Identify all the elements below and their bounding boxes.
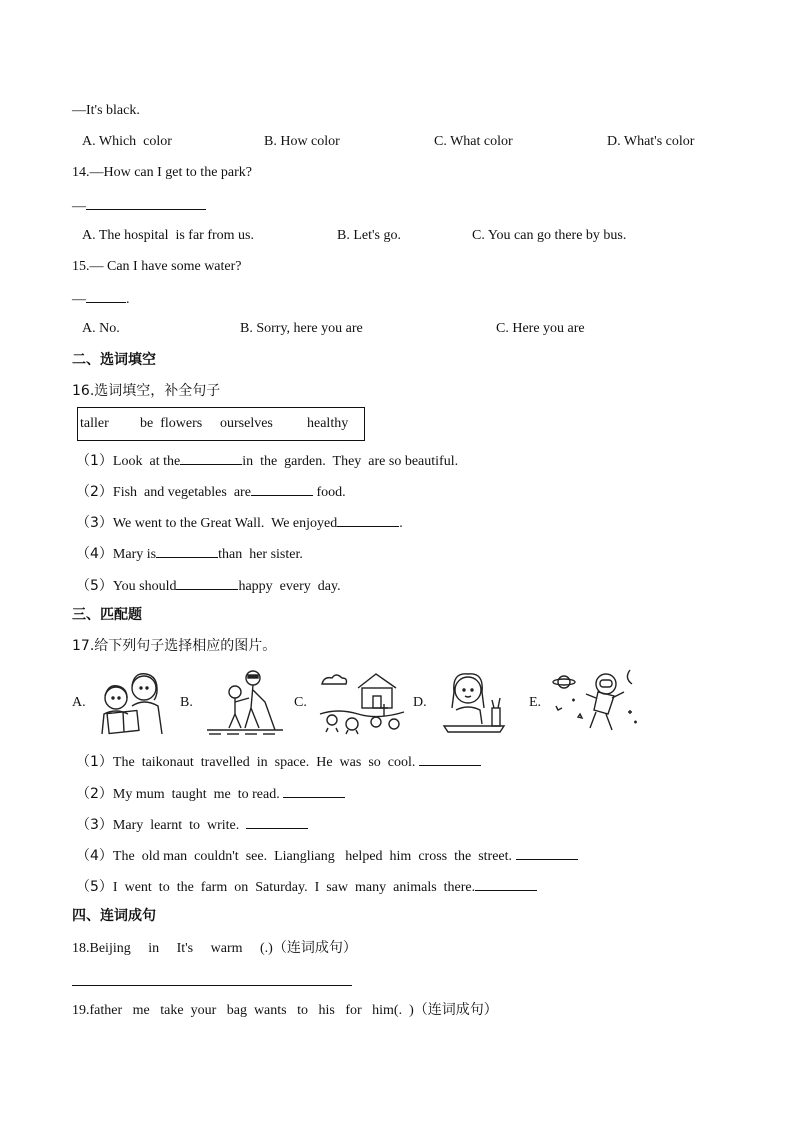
item-text-before: We went to the Great Wall. We enjoyed	[112, 516, 338, 531]
item-text: My mum taught me to read.	[112, 787, 284, 802]
q15-option-c: C. Here you are	[496, 321, 585, 336]
q16-item-1	[76, 451, 458, 471]
q14-dash: —	[72, 199, 86, 214]
item-text-after: .	[399, 516, 403, 531]
item-number: （3）	[76, 817, 113, 833]
q16-item-4	[76, 544, 303, 564]
q13-option-a: A. Which color	[82, 134, 172, 149]
item-number: （5）	[76, 578, 113, 594]
item-text-before: Mary is	[112, 547, 157, 562]
q13-option-b: B. How color	[264, 134, 340, 149]
fill-blank[interactable]	[176, 576, 238, 590]
item-text-after: happy every day.	[238, 579, 341, 594]
q19-question	[72, 1001, 498, 1020]
fill-blank[interactable]	[337, 513, 399, 527]
item-text: Mary learnt to write.	[112, 818, 247, 833]
mother-reading-picture	[94, 668, 170, 736]
item-text-after: in the garden. They are so beautiful.	[242, 454, 459, 469]
q14-option-c: C. You can go there by bus.	[472, 228, 627, 243]
fill-blank[interactable]	[180, 451, 242, 465]
item-number: （4）	[76, 848, 113, 864]
answer-blank[interactable]	[283, 784, 345, 798]
picture-label-b: B.	[180, 695, 193, 710]
q16-title: 16.选词填空，补全句子	[72, 383, 221, 399]
answer-blank[interactable]	[516, 846, 578, 860]
q17-item-4	[76, 846, 578, 866]
answer-blank[interactable]	[246, 815, 308, 829]
q13-answer-line: —It's black.	[72, 103, 140, 118]
word-bank-item: be flowers	[140, 416, 203, 431]
q15-period: .	[126, 292, 130, 307]
q16-item-3	[76, 513, 403, 533]
astronaut-picture	[552, 668, 642, 736]
item-number: （3）	[76, 515, 113, 531]
picture-label-a: A.	[72, 695, 86, 710]
q17-item-3	[76, 815, 308, 835]
item-number: （4）	[76, 546, 113, 562]
farm-picture	[318, 668, 406, 736]
word-bank-item: healthy	[307, 416, 349, 431]
item-text-after: than her sister.	[218, 547, 303, 562]
word-bank-item: ourselves	[220, 416, 273, 431]
item-number: （1）	[76, 453, 113, 469]
q15-answer-line	[72, 289, 130, 309]
item-number: （5）	[76, 879, 113, 895]
word-bank-item: taller	[80, 416, 109, 431]
fill-blank[interactable]	[156, 544, 218, 558]
word-bank-box	[77, 407, 365, 441]
q17-item-2	[76, 784, 345, 804]
q15-question: 15.— Can I have some water?	[72, 259, 242, 274]
item-number: （2）	[76, 786, 113, 802]
q14-answer-blank[interactable]	[86, 196, 206, 210]
section-heading-3: 三、匹配题	[72, 607, 142, 623]
item-number: （2）	[76, 484, 113, 500]
q17-item-5	[76, 877, 537, 897]
q15-option-a: A. No.	[82, 321, 120, 336]
fill-blank[interactable]	[251, 482, 313, 496]
q15-answer-blank[interactable]	[86, 289, 126, 303]
q16-item-2	[76, 482, 346, 502]
q18-words: 18.Beijing in It's warm (.)	[72, 941, 273, 956]
q17-title: 17.给下列句子选择相应的图片。	[72, 638, 277, 654]
q14-option-a: A. The hospital is far from us.	[82, 228, 254, 243]
answer-blank[interactable]	[475, 877, 537, 891]
item-text: The old man couldn't see. Liangliang helped him cross the street.	[112, 849, 516, 864]
q16-item-5	[76, 576, 341, 596]
q13-option-d: D. What's color	[607, 134, 695, 149]
q14-answer-line	[72, 196, 206, 216]
q19-words: 19.father me take your bag wants to his for him(. )	[72, 1003, 414, 1018]
item-text-after: food.	[312, 485, 346, 500]
q14-option-b: B. Let's go.	[337, 228, 401, 243]
q17-item-1	[76, 752, 481, 772]
item-text-before: You should	[112, 579, 177, 594]
q15-dash: —	[72, 292, 86, 307]
q13-option-c: C. What color	[434, 134, 513, 149]
q19-hint: （连词成句）	[413, 1002, 498, 1018]
q14-question: 14.—How can I get to the park?	[72, 165, 252, 180]
section-heading-4: 四、连词成句	[72, 908, 156, 924]
picture-label-e: E.	[529, 695, 542, 710]
answer-blank[interactable]	[419, 752, 481, 766]
picture-label-c: C.	[294, 695, 307, 710]
item-text-before: Look at the	[112, 454, 181, 469]
q18-question	[72, 939, 357, 958]
crossing-street-picture	[205, 668, 285, 736]
item-text-before: Fish and vegetables are	[112, 485, 251, 500]
item-number: （1）	[76, 754, 113, 770]
item-text: The taikonaut travelled in space. He was so cool.	[112, 755, 419, 770]
q18-answer-line[interactable]	[72, 985, 352, 986]
item-text: I went to the farm on Saturday. I saw many animals there.	[112, 880, 476, 895]
picture-label-d: D.	[413, 695, 427, 710]
section-heading-2: 二、选词填空	[72, 352, 156, 368]
q15-option-b: B. Sorry, here you are	[240, 321, 363, 336]
girl-writing-picture	[438, 668, 510, 736]
q18-hint: （连词成句）	[272, 940, 357, 956]
